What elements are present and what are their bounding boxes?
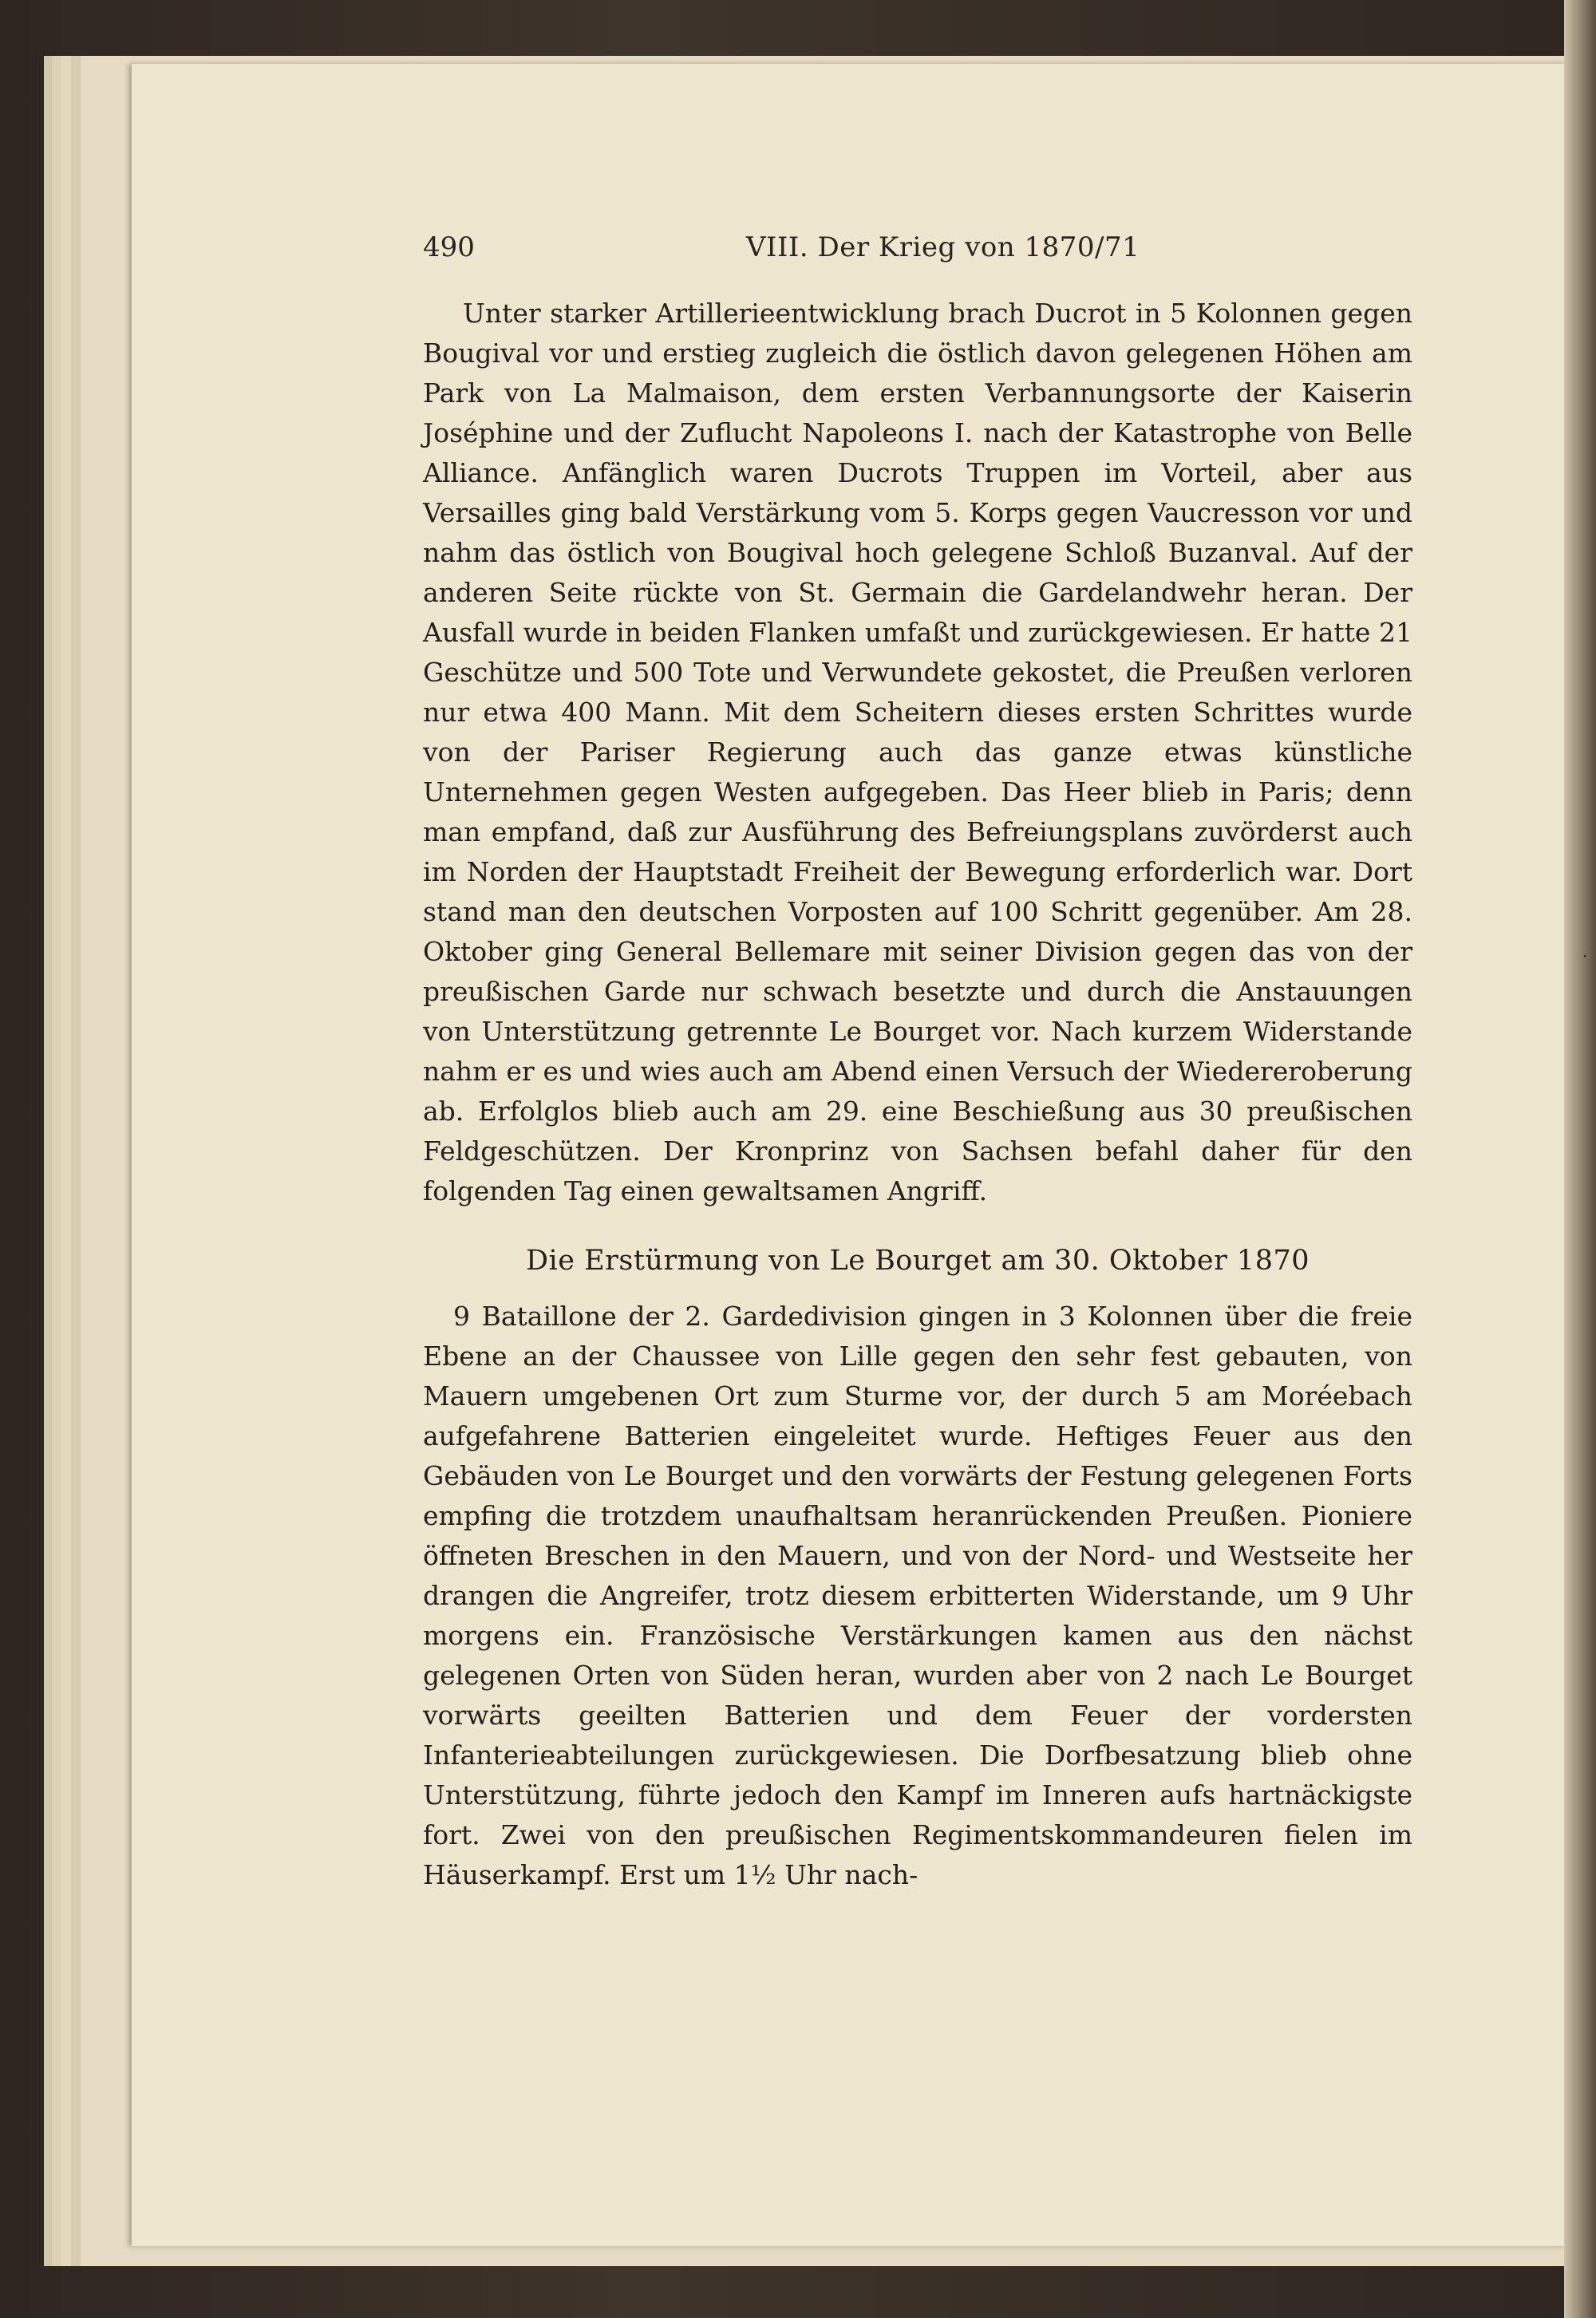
section-heading: Die Erstürmung von Le Bourget am 30. Oktober 1870 (526, 1245, 1310, 1277)
paragraph-2: 9 Bataillone der 2. Gardedivision gingen in 3 Kolonnen über die freie Ebene an der Chaussee von Lille gegen den sehr fest gebauten, von Mauern umgebenen Ort zum Sturme vor, der durch 5 am Moréebach aufgefahrene Batterien eingeleitet wurde. Heftiges Feuer aus den Gebäuden von Le Bourget und den vorwärts der Festung gelegenen Forts empfing die trotzdem unaufhaltsam heranrückenden Preußen. Pioniere öffneten Breschen in den Mauern, und von der Nord- und Westseite her drangen die Angreifer, trotz diesem erbitterten Widerstande, um 9 Uhr morgens ein. Französische Verstärkungen kamen aus den nächst gelegenen Orten von Süden heran, wurden aber von 2 nach Le Bourget vorwärts geeilten Batterien und dem Feuer der vordersten Infanterieabteilungen zurückgewiesen. Die Dorfbesatzung blieb ohne Unterstützung, führte jedoch den Kampf im Inneren aufs hartnäckigste fort. Zwei von den preußischen Regimentskommandeuren fielen im Häuserkampf. Erst um 1½ Uhr nach- (423, 1301, 1412, 1890)
running-head (423, 231, 1412, 271)
page-number: 490 (423, 231, 475, 263)
paragraph-1: Unter starker Artillerieentwicklung brach Ducrot in 5 Kolonnen gegen Bougival vor und erstieg zugleich die östlich davon gelegenen Höhen am Park von La Malmaison, dem ersten Verbannungsorte der Kaiserin Joséphine und der Zuflucht Napoleons I. nach der Katastrophe von Belle Alliance. Anfänglich waren Ducrots Truppen im Vorteil, aber aus Versailles ging bald Verstärkung vom 5. Korps gegen Vaucresson vor und nahm das östlich von Bougival hoch gelegene Schloß Buzanval. Auf der anderen Seite rückte von St. Germain die Gardelandwehr heran. Der Ausfall wurde in beiden Flanken umfaßt und zurückgewiesen. Er hatte 21 Geschütze und 500 Tote und Verwundete gekostet, die Preußen verloren nur etwa 400 Mann. Mit dem Scheitern dieses ersten Schrittes wurde von der Pariser Regierung auch das ganze etwas künstliche Unternehmen gegen Westen aufgegeben. Das Heer blieb in Paris; denn man empfand, daß zur Ausführung des Befreiungsplans zuvörderst auch im Norden der Hauptstadt Freiheit der Bewegung erforderlich war. Dort stand man den deutschen Vorposten auf 100 Schritt gegenüber. Am 28. Oktober ging General Bellemare mit seiner Division gegen das von der preußischen Garde nur schwach besetzte und durch die Anstauungen von Unterstützung getrennte Le Bourget vor. Nach kurzem Widerstande nahm er es und wies auch am Abend einen Versuch der Wiedereroberung ab. Erfolglos blieb auch am 29. eine Beschießung aus 30 preußischen Feldgeschützen. Der Kronprinz von Sachsen befahl daher für den folgenden Tag einen gewaltsamen Angriff. (423, 298, 1412, 1206)
running-head-title: VIII. Der Krieg von 1870/71 (746, 231, 1140, 263)
margin-mark: · (1582, 946, 1588, 966)
binding-shadow (1564, 0, 1596, 2318)
